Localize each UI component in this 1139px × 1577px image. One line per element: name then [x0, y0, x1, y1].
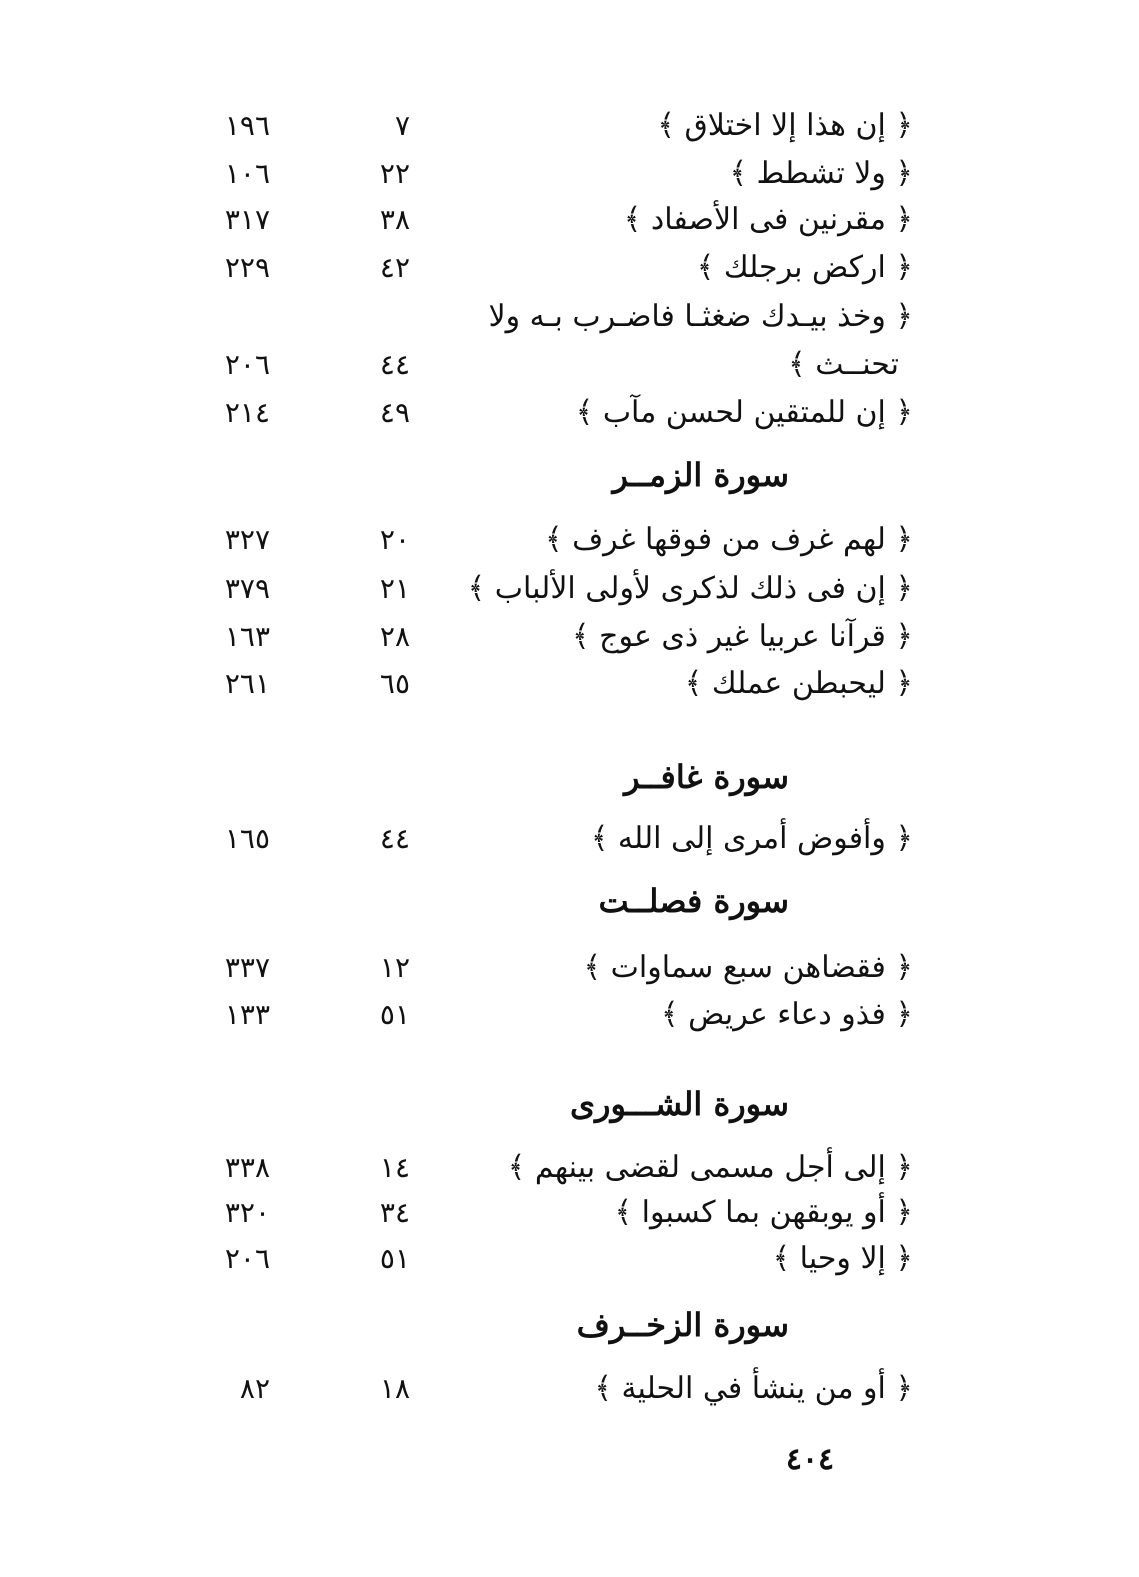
verse-text: ﴿ لهم غرف من فوقها غرف ﴾	[544, 522, 913, 557]
ayah-number: ١٤	[379, 1151, 410, 1184]
verse-text: ﴿ مقرنين فى الأصفاد ﴾	[623, 202, 913, 237]
list-item	[0, 1190, 1139, 1236]
list-item	[0, 151, 1139, 197]
page-reference: ٨٢	[239, 1372, 270, 1405]
page-reference: ٣٣٨	[224, 1151, 270, 1184]
page-reference: ٢٦١	[224, 667, 270, 700]
list-item	[0, 1145, 1139, 1191]
page-reference: ١٦٣	[224, 620, 270, 653]
ayah-number: ٥١	[379, 1242, 410, 1275]
list-item	[0, 992, 1139, 1038]
verse-text: ﴿ أو من ينشأ في الحلية ﴾	[594, 1371, 913, 1406]
list-item	[0, 1236, 1139, 1282]
verse-text: ﴿ اركض برجلك ﴾	[696, 250, 913, 285]
verse-text: ﴿ ولا تشطط ﴾	[729, 156, 913, 191]
list-item	[0, 294, 1139, 340]
list-item	[0, 390, 1139, 436]
list-item	[0, 614, 1139, 660]
verse-text: ﴿ فقضاهن سبع سماوات ﴾	[583, 950, 913, 985]
verse-text: ﴿ إلى أجل مسمى لقضى بينهم ﴾	[507, 1150, 913, 1185]
ayah-number: ٣٤	[379, 1196, 410, 1229]
list-item	[0, 342, 1139, 388]
surah-heading: سورة فصلــت	[598, 882, 789, 920]
page-reference: ١٦٥	[224, 822, 270, 855]
ayah-number: ١٢	[379, 951, 410, 984]
page-reference: ٢٠٦	[224, 1242, 270, 1275]
ayah-number: ٤٢	[379, 251, 410, 284]
page-reference: ١٠٦	[224, 157, 270, 190]
ayah-number: ٣٨	[379, 203, 410, 236]
page-reference: ٢٢٩	[224, 251, 270, 284]
ayah-number: ٦٥	[379, 667, 410, 700]
surah-heading: سورة الشـــورى	[569, 1085, 789, 1123]
surah-heading: سورة الزمــر	[612, 456, 789, 494]
surah-heading: سورة غافــر	[624, 758, 789, 796]
list-item	[0, 661, 1139, 707]
ayah-number: ٢٨	[379, 620, 410, 653]
list-item	[0, 517, 1139, 563]
page-reference: ٣٢٠	[224, 1196, 270, 1229]
ayah-number: ٥١	[379, 998, 410, 1031]
ayah-number: ٢١	[379, 572, 410, 605]
page-reference: ٣٧٩	[224, 572, 270, 605]
page-number: ٤٠٤	[785, 1442, 835, 1477]
verse-text: ﴿ أو يوبقهن بما كسبوا ﴾	[614, 1195, 913, 1230]
verse-text: ﴿ إن فى ذلك لذكرى لأولى الألباب ﴾	[467, 571, 913, 606]
ayah-number: ٤٤	[379, 348, 410, 381]
list-item	[0, 245, 1139, 291]
list-item	[0, 566, 1139, 612]
verse-text: ﴿ إلا وحيا ﴾	[772, 1241, 913, 1276]
ayah-number: ١٨	[379, 1372, 410, 1405]
list-item	[0, 197, 1139, 243]
surah-heading: سورة الزخــرف	[576, 1306, 789, 1344]
ayah-number: ٤٤	[379, 822, 410, 855]
list-item	[0, 103, 1139, 149]
list-item	[0, 816, 1139, 862]
page-reference: ٣١٧	[224, 203, 270, 236]
verse-text: ﴿ وأفوض أمرى إلى الله ﴾	[590, 821, 913, 856]
ayah-number: ٤٩	[379, 396, 410, 429]
verse-text: ﴿ قرآنا عربيا غير ذى عوج ﴾	[572, 619, 913, 654]
page-reference: ٢١٤	[224, 396, 270, 429]
page-reference: ٣٣٧	[224, 951, 270, 984]
verse-text-continuation: تحنــث ﴾	[788, 347, 899, 382]
verse-text: ﴿ فذو دعاء عريض ﴾	[661, 997, 913, 1032]
ayah-number: ٧	[394, 109, 410, 142]
ayah-number: ٢٠	[379, 523, 410, 556]
verse-text: ﴿ إن للمتقين لحسن مآب ﴾	[575, 395, 913, 430]
list-item	[0, 945, 1139, 991]
page-reference: ١٣٣	[224, 998, 270, 1031]
page-reference: ٢٠٦	[224, 348, 270, 381]
verse-text: ﴿ إن هذا إلا اختلاق ﴾	[657, 108, 913, 143]
verse-text: ﴿ وخذ بيـدك ضغثـا فاضـرب بـه ولا	[488, 299, 913, 334]
list-item	[0, 1366, 1139, 1412]
ayah-number: ٢٢	[379, 157, 410, 190]
verse-text: ﴿ ليحبطن عملك ﴾	[684, 666, 913, 701]
page-reference: ١٩٦	[224, 109, 270, 142]
page-reference: ٣٢٧	[224, 523, 270, 556]
